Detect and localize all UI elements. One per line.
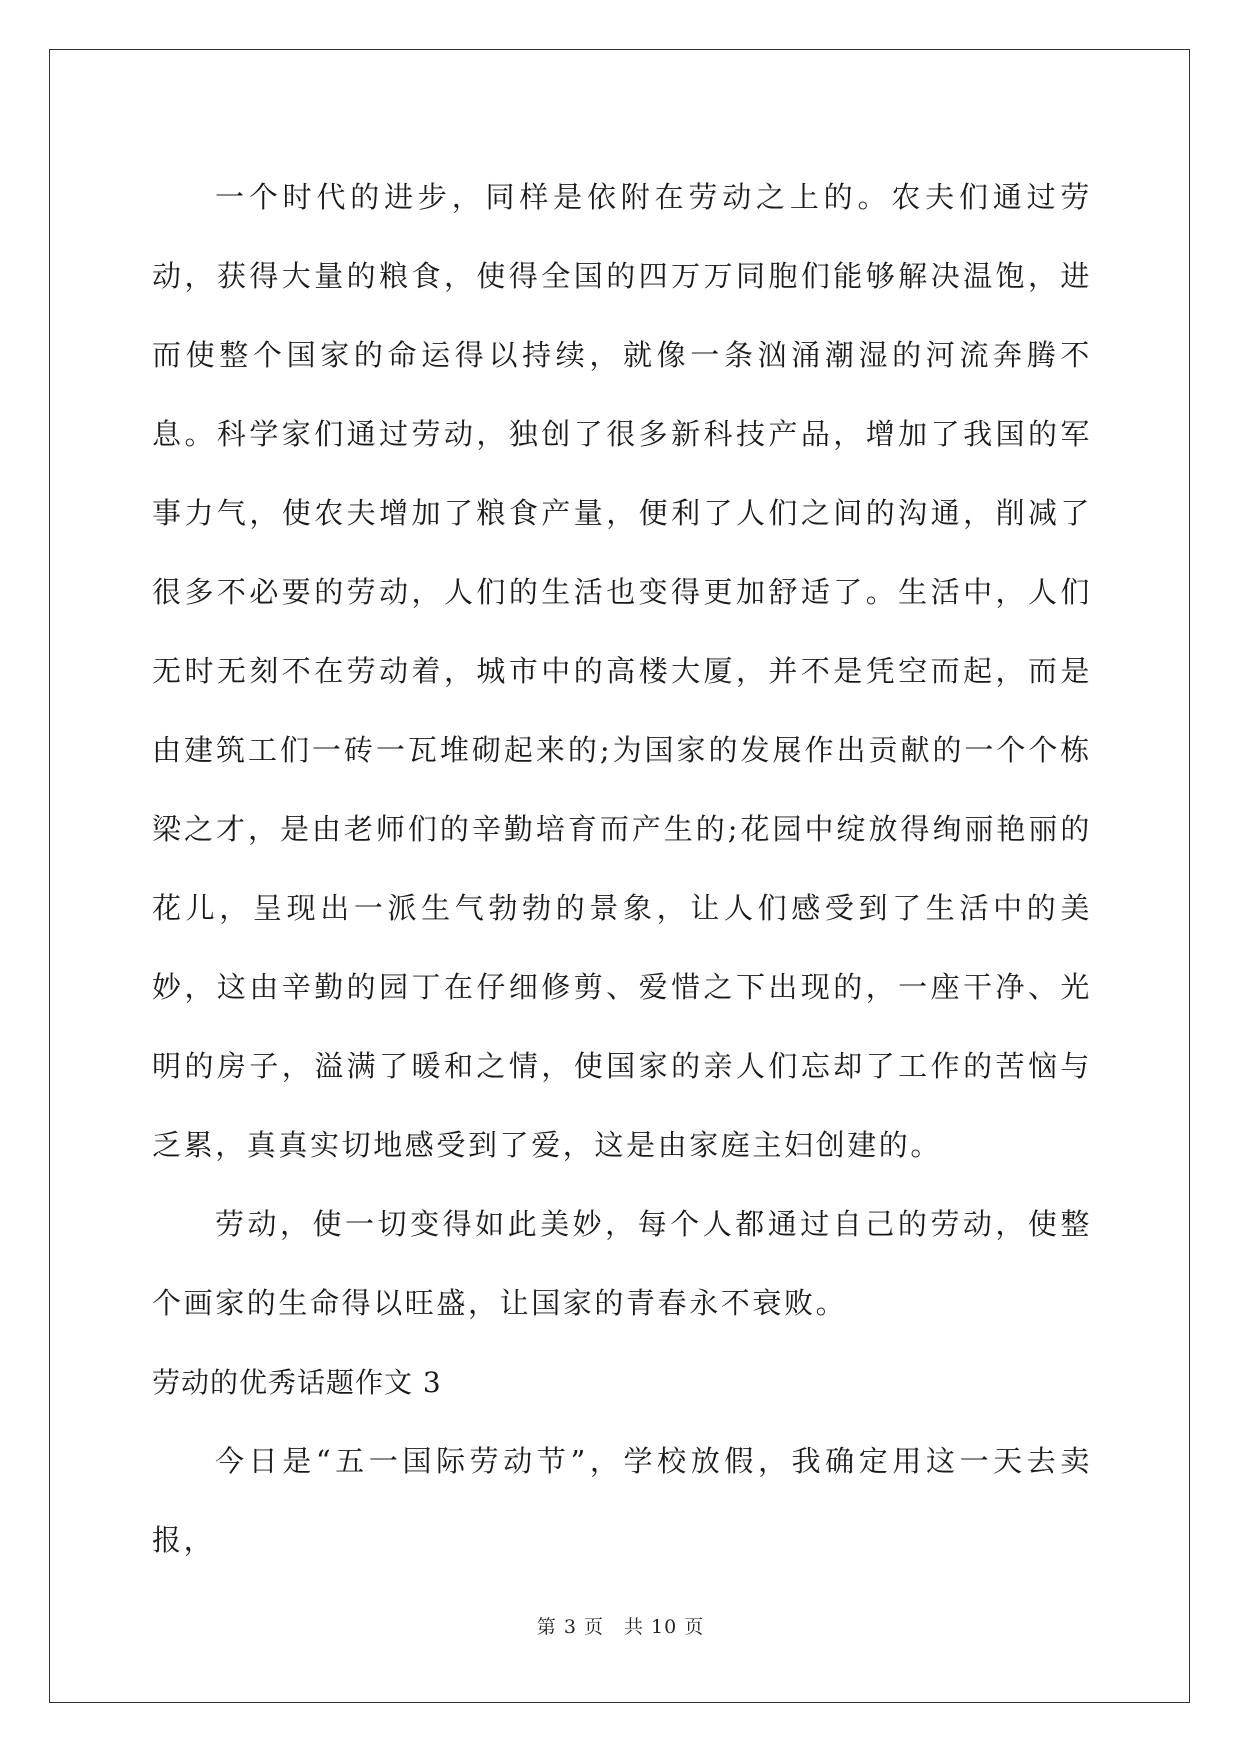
document-body	[152, 158, 1092, 1580]
paragraph: 今日是“五一国际劳动节”，学校放假，我确定用这一天去卖报，	[152, 1444, 1092, 1557]
paragraph: 劳动，使一切变得如此美妙，每个人都通过自己的劳动，使整个画家的生命得以旺盛，让国家的青春永不衰败。	[152, 1207, 1092, 1320]
paragraph: 一个时代的进步，同样是依附在劳动之上的。农夫们通过劳动，获得大量的粮食，使得全国的四万万同胞们能够解决温饱，进而使整个国家的命运得以持续，就像一条汹涌潮湿的河流奔腾不息。科学家们通过劳动，独创了很多新科技产品，增加了我国的军事力气，使农夫增加了粮食产量，便利了人们之间的沟通，削减了很多不必要的劳动，人们的生活也变得更加舒适了。生活中，人们无时无刻不在劳动着，城市中的高楼大厦，并不是凭空而起，而是由建筑工们一砖一瓦堆砌起来的;为国家的发展作出贡献的一个个栋梁之才，是由老师们的辛勤培育而产生的;花园中绽放得绚丽艳丽的花儿，呈现出一派生气勃勃的景象，让人们感受到了生活中的美妙，这由辛勤的园丁在仔细修剪、爱惜之下出现的，一座干净、光明的房子，溢满了暖和之情，使国家的亲人们忘却了工作的苦恼与乏累，真真实切地感受到了爱，这是由家庭主妇创建的。	[152, 180, 1092, 1162]
page-number-footer: 第 3 页 共 10 页	[536, 1616, 705, 1638]
section-heading: 劳动的优秀话题作文 3	[152, 1366, 442, 1399]
